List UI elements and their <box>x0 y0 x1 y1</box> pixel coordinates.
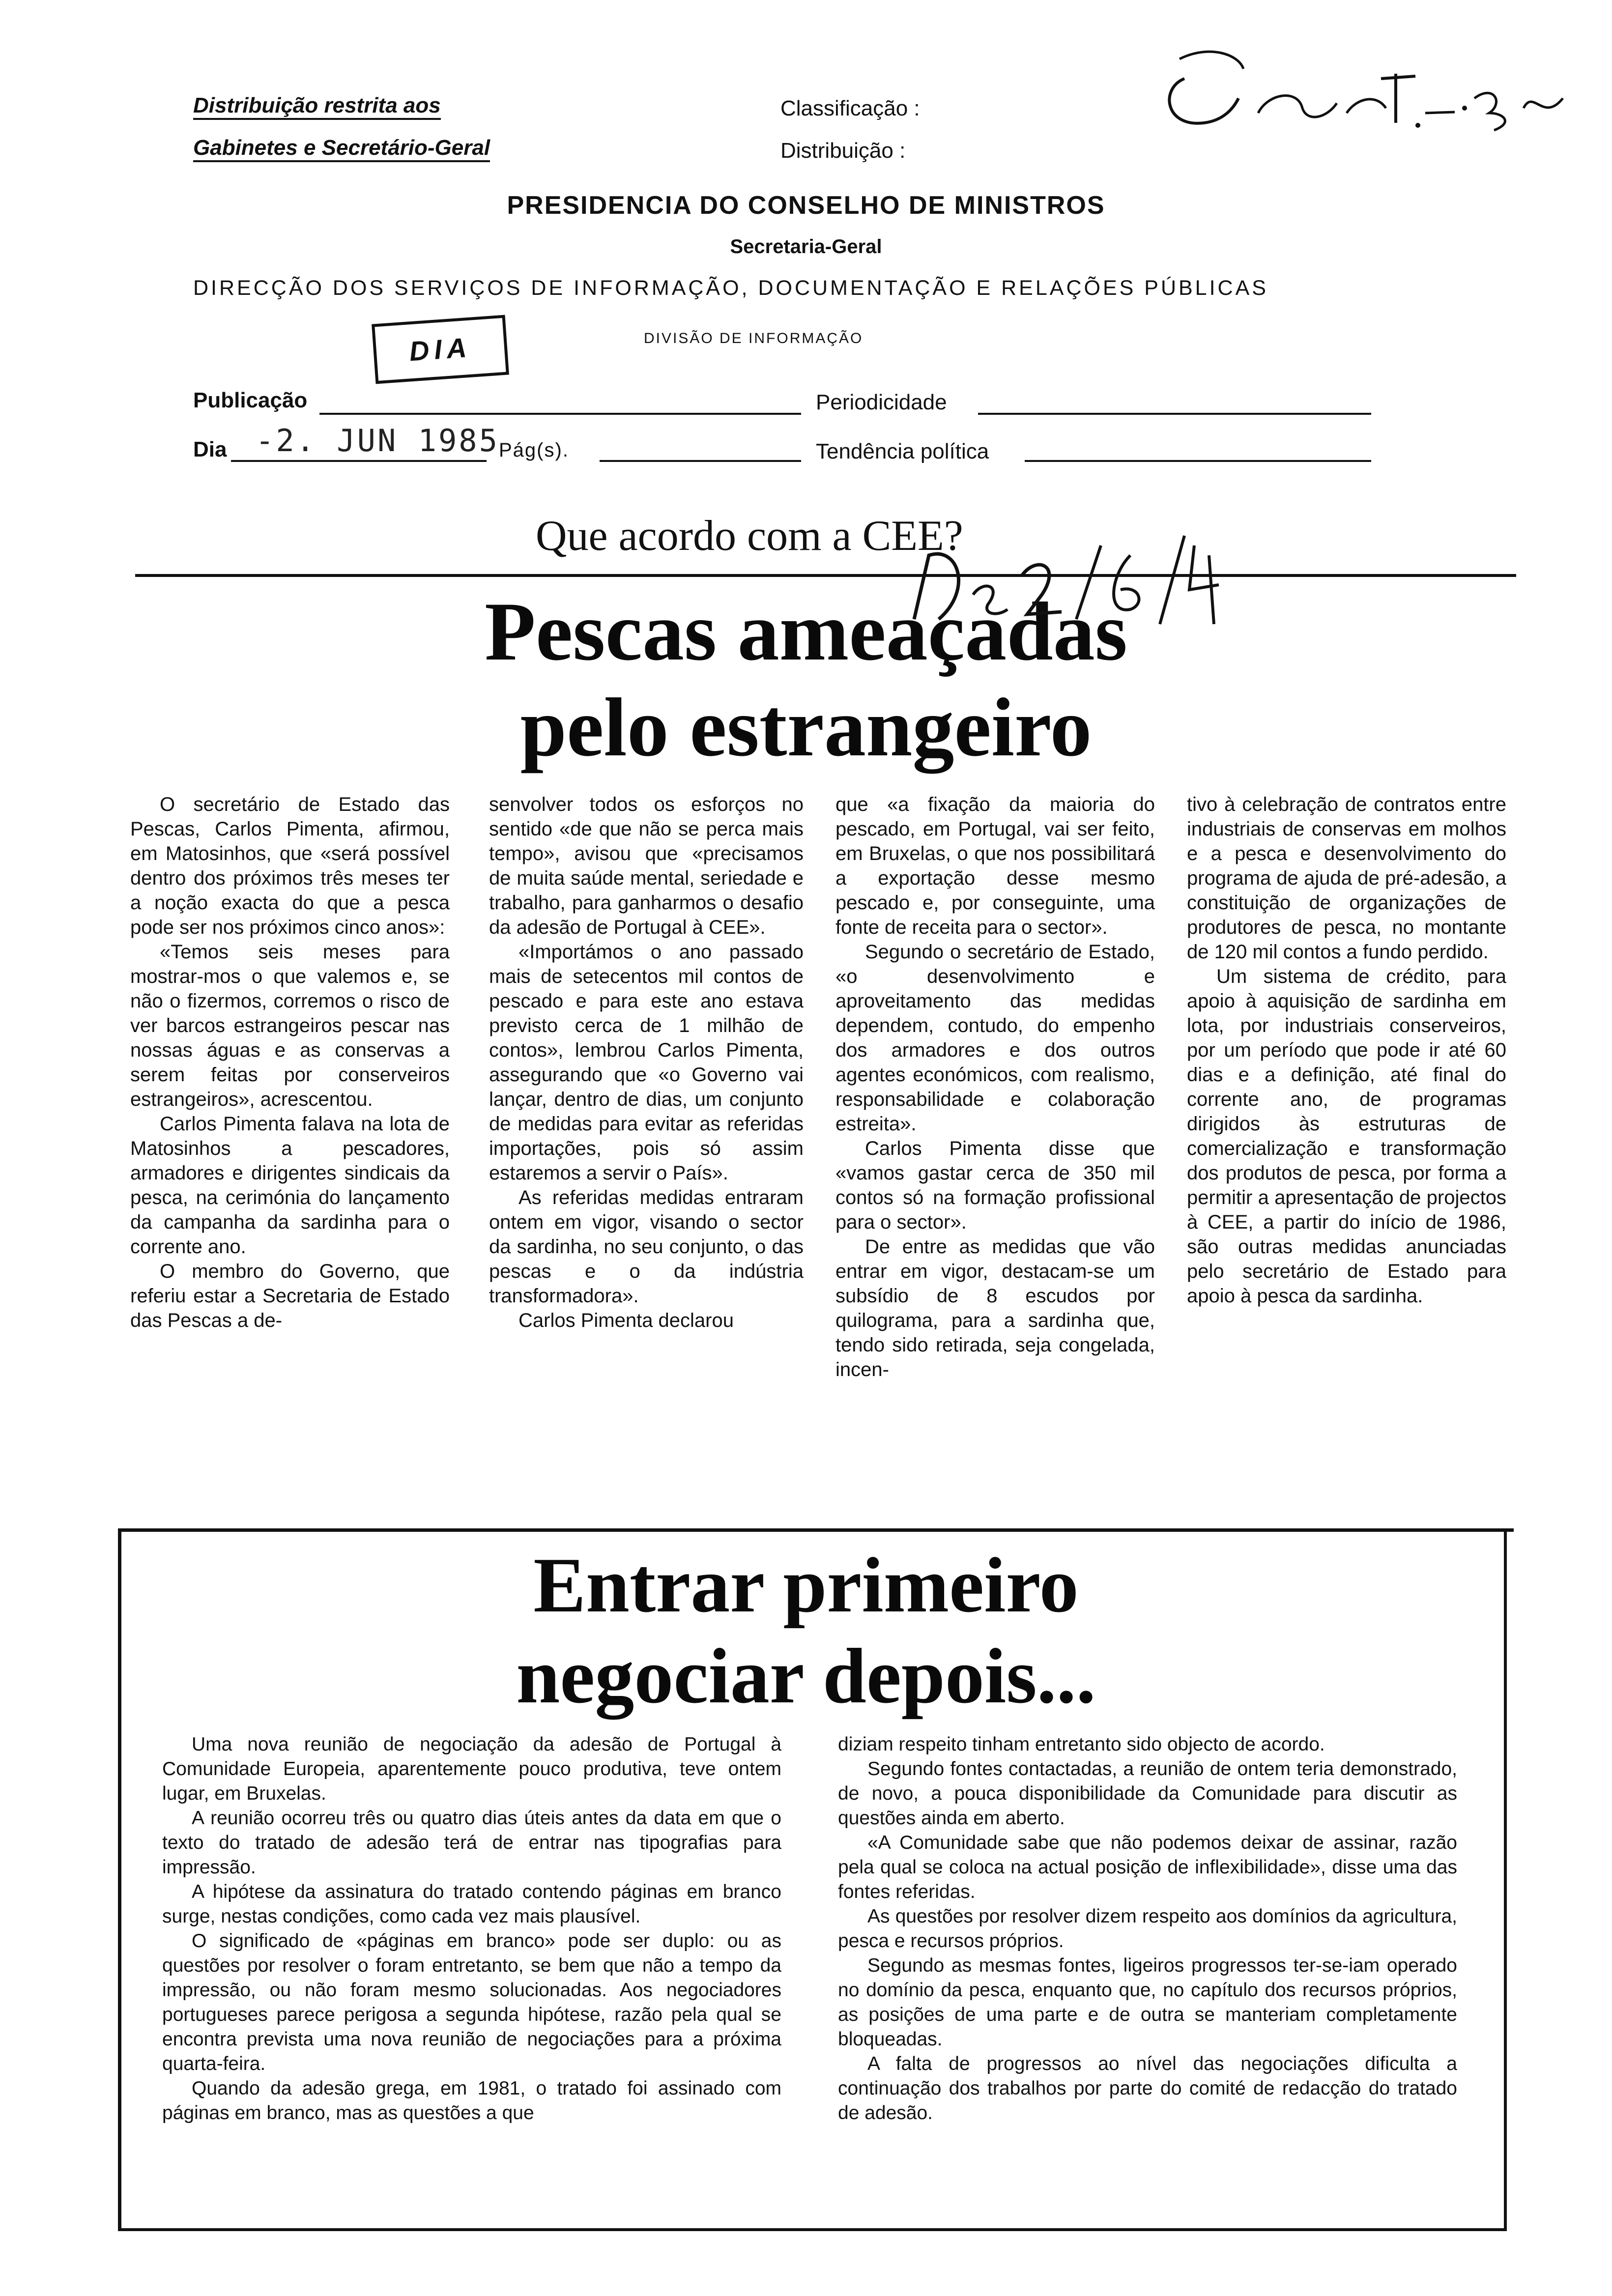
article1-col1-para: O secretário de Estado das Pescas, Carlos Pimenta, afirmou, em Matosinhos, que «será possível dentro dos próximos três meses ter a noção exacta do que a pesca pode ser nos próximos cinco anos»: <box>130 794 450 938</box>
article2-box-bottom <box>118 2228 1507 2231</box>
article1-headline-line2: pelo estrangeiro <box>520 681 1092 774</box>
classification-label: Classificação : <box>780 96 920 120</box>
article1-column-1 <box>130 792 450 1333</box>
secretariat-name: Secretaria-Geral <box>730 236 882 258</box>
date-stamp: -2. JUN 1985 <box>256 423 499 459</box>
article2-column-1 <box>162 1732 781 2125</box>
article1-column-2 <box>489 792 804 1333</box>
article1-col1-para: O membro do Governo, que referiu estar a Secretaria de Estado das Pescas a de- <box>130 1261 450 1331</box>
article2-col1-para: A reunião ocorreu três ou quatro dias úteis antes da data em que o texto do tratado de adesão terá de entrar nas tipografias para impressão. <box>162 1808 781 1878</box>
article2-column-2 <box>838 1732 1457 2125</box>
stamp-text: DIA <box>408 331 473 367</box>
article1-column-3 <box>835 792 1155 1382</box>
article2-col1-para: Uma nova reunião de negociação da adesão de Portugal à Comunidade Europeia, aparentemente pouco produtiva, teve ontem lugar, em Bruxelas. <box>162 1734 781 1804</box>
article1-col3-para: Carlos Pimenta disse que «vamos gastar cerca de 350 mil contos só na formação profissional para o sector». <box>835 1138 1155 1233</box>
handwritten-date-annotation <box>899 516 1234 644</box>
article2-col1-para: O significado de «páginas em branco» pode ser duplo: ou as questões por resolver o foram entretanto, se bem que não a tempo da impressão, ou não foram mesmo solucionadas. Aos negociadores portugueses parece perigosa a segunda hipótese, razão pela qual se encontra prevista uma nova reunião de negociações para a próxima quarta-feira. <box>162 1930 781 2074</box>
article1-top-rule <box>135 574 1516 577</box>
pages-field <box>600 460 801 462</box>
article1-column-4 <box>1187 792 1506 1308</box>
article1-col4-para: Um sistema de crédito, para apoio à aquisição de sardinha em lota, por industriais conserveiros, por um período que pode ir até 60 dias e a definição, até final do corrente ano, de programas dirigidos às estruturas de comercialização e transformação dos produtos de pesca, por forma a permitir a apresentação de projectos à CEE, a partir do início de 1986, são outras medidas anunciadas pelo secretário de Estado para apoio à pesca da sardinha. <box>1187 966 1506 1307</box>
restriction-note-line2: Gabinetes e Secretário-Geral <box>193 136 490 162</box>
pages-label: Pág(s). <box>499 439 569 461</box>
article1-col2-para: As referidas medidas entraram ontem em vigor, visando o sector da sardinha, no seu conjunto, o das pescas e o da indústria transformadora». <box>489 1187 804 1307</box>
article2-col2-para: diziam respeito tinham entretanto sido objecto de acordo. <box>838 1734 1325 1755</box>
article1-col2-para: «Importámos o ano passado mais de setecentos mil contos de pescado e para este ano estava previsto cerca de 1 milhão de contos», lembrou Carlos Pimenta, assegurando que «o Governo vai lançar, dentro de dias, um conjunto de medidas para evitar as referidas importações, pois só assim estaremos a servir o País». <box>489 941 804 1184</box>
article2-col2-para: A falta de progressos ao nível das negociações dificulta a continuação dos trabalhos por parte do comité de redacção do tratado de adesão. <box>838 2053 1457 2124</box>
article2-col1-para: A hipótese da assinatura do tratado contendo páginas em branco surge, nestas condições, como cada vez mais plausível. <box>162 1881 781 1927</box>
handwritten-reference-annotation <box>1150 39 1583 147</box>
article1-col2-para: senvolver todos os esforços no sentido «de que não se perca mais tempo», avisou que «precisamos de muita saúde mental, seriedade e trabalho, para ganharmos o desafio da adesão de Portugal à CEE». <box>489 794 804 938</box>
day-field <box>231 460 487 462</box>
article2-col2-para: Segundo fontes contactadas, a reunião de ontem teria demonstrado, de novo, a pouca disponibilidade da Comunidade para discutir as questões ainda em aberto. <box>838 1758 1457 1829</box>
restriction-note-line1: Distribuição restrita aos <box>193 93 441 120</box>
publication-field <box>319 413 801 415</box>
article2-col2-para: Segundo as mesmas fontes, ligeiros progressos ter-se-iam operado no domínio da pesca, enquanto que, no capítulo dos recursos próprios, as posições de uma parte e de outra se manteriam completamente bloqueadas. <box>838 1955 1457 2050</box>
periodicity-label: Periodicidade <box>816 390 947 414</box>
division-name: DIVISÃO DE INFORMAÇÃO <box>644 330 864 346</box>
article1-col3-para: que «a fixação da maioria do pescado, em Portugal, vai ser feito, em Bruxelas, o que nos possibilitará a exportação desse mesmo pescado e, por conseguinte, uma fonte de receita para o sector». <box>835 794 1155 938</box>
article1-col3-para: De entre as medidas que vão entrar em vigor, destacam-se um subsídio de 8 escudos por quilograma, para a sardinha que, tendo sido retirada, seja congelada, incen- <box>835 1236 1155 1380</box>
article2-col2-para: «A Comunidade sabe que não podemos deixar de assinar, razão pela qual se coloca na actual posição de inflexibilidade», disse uma das fontes referidas. <box>838 1832 1457 1902</box>
article1-headline-line1: Pescas ameaçadas <box>485 585 1127 678</box>
article1-col1-para: Carlos Pimenta falava na lota de Matosinhos a pescadores, armadores e dirigentes sindicais da pesca, na cerimónia do lançamento da campanha da sardinha para o corrente ano. <box>130 1113 450 1258</box>
article1-col4-para: tivo à celebração de contratos entre industriais de conservas em molhos e a pesca e desenvolvimento do programa de ajuda de pré-adesão, a constituição de organizações de produtores de pesca, no montante de 120 mil contos a fundo perdido. <box>1187 794 1506 963</box>
political-tendency-label: Tendência política <box>816 439 989 463</box>
article2-headline-line1: Entrar primeiro <box>533 1541 1079 1629</box>
article1-col2-para: Carlos Pimenta declarou <box>518 1310 734 1331</box>
article2-col2-para: As questões por resolver dizem respeito aos domínios da agricultura, pesca e recursos próprios. <box>838 1906 1457 1952</box>
article2-box-top <box>118 1528 1514 1532</box>
directorate-name: DIRECÇÃO DOS SERVIÇOS DE INFORMAÇÃO, DOCUMENTAÇÃO E RELAÇÕES PÚBLICAS <box>193 276 1268 300</box>
publication-label: Publicação <box>193 388 308 412</box>
article2-col1-para: Quando da adesão grega, em 1981, o tratado foi assinado com páginas em branco, mas as questões a que <box>162 2078 781 2124</box>
periodicity-field <box>978 413 1371 415</box>
article1-col3-para: Segundo o secretário de Estado, «o desenvolvimento e aproveitamento das medidas dependem, contudo, do empenho dos armadores e dos outros agentes económicos, com realismo, responsabilidade e colaboração estreita». <box>835 941 1155 1135</box>
publication-stamp <box>372 315 509 384</box>
day-label: Dia <box>193 437 227 461</box>
distribution-label: Distribuição : <box>780 139 906 163</box>
article1-kicker: Que acordo com a CEE? <box>536 512 963 560</box>
institution-name: PRESIDENCIA DO CONSELHO DE MINISTROS <box>507 191 1105 220</box>
political-tendency-field <box>1025 460 1371 462</box>
article2-headline-line2: negociar depois... <box>516 1632 1096 1720</box>
article1-col1-para: «Temos seis meses para mostrar-mos o que valemos e, se não o fizermos, corremos o risco de ver barcos estrangeiros pescar nas nossas águas e as conservas a serem feitas por conserveiros estrangeiros», acrescentou. <box>130 941 450 1110</box>
